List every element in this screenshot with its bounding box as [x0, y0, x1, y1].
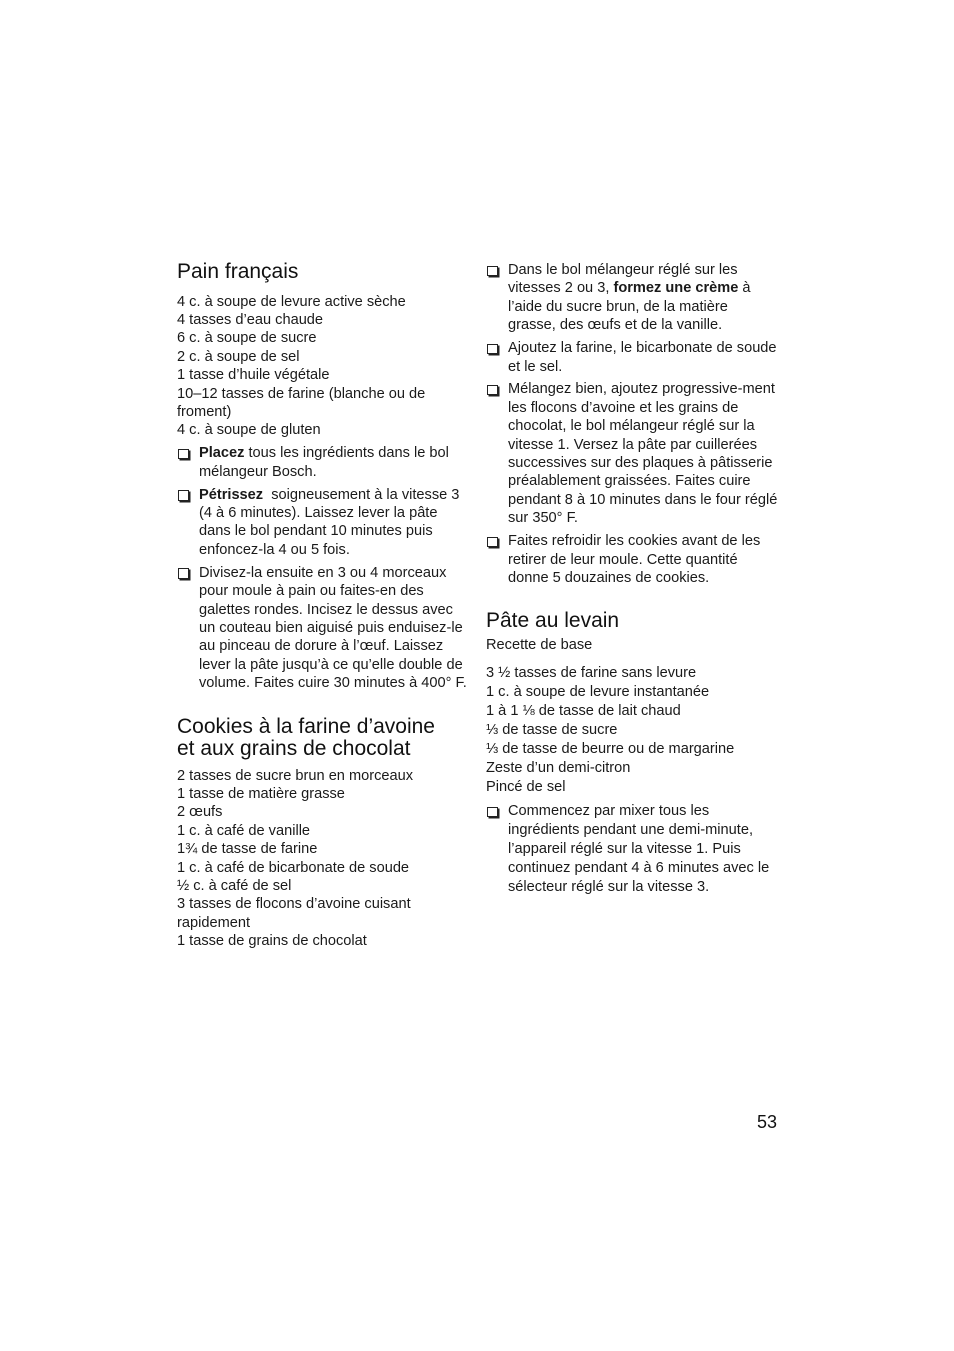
cookies-ingredients [177, 767, 469, 951]
checkbox-icon [487, 266, 498, 277]
ingredient: 2 œufs [177, 804, 223, 821]
ingredient: ⅓ de tasse de beurre ou de margarine [486, 741, 735, 758]
ingredient: 1 c. à soupe de levure instantanée [486, 684, 710, 701]
step-text-pre: Dans le bol mélangeur réglé sur les vitesses 2 ou 3, [508, 262, 738, 297]
levain-steps [486, 802, 778, 897]
list-item [486, 380, 778, 527]
cookies-title [177, 716, 469, 761]
levain-title: Pâte au levain [486, 609, 620, 633]
checkbox-icon [178, 449, 189, 460]
ingredient: 1 à 1 ⅛ de tasse de lait chaud [486, 703, 681, 720]
step-text: Ajoutez la farine, le bicarbonate de soude et le sel. [508, 340, 777, 375]
right-column [486, 261, 778, 897]
list-item [486, 532, 778, 587]
ingredient: 4 c. à soupe de levure active sèche [177, 293, 406, 310]
cookies-title-line1: Cookies à la farine d’avoine [177, 714, 435, 738]
step-keyword: Pétrissez [199, 486, 264, 503]
left-column [177, 261, 469, 951]
levain-subtitle: Recette de base [486, 636, 593, 653]
list-item [486, 339, 778, 376]
ingredient: 3 ½ tasses de farine sans levure [486, 665, 697, 682]
ingredient: ⅓ de tasse de sucre [486, 722, 618, 739]
ingredient: ½ c. à café de sel [177, 877, 292, 894]
step-text: Mélangez bien, ajoutez progressive-ment les flocons d’avoine et les grains de chocolat, le bol mélangeur réglé sur la vitesse 1. Versez la pâte par cuillerées successives sur des plaques à pâtisserie préalablement graissées. Faites cuire pendant 8 à 10 minutes dans le four réglé sur 350° F. [508, 381, 778, 527]
ingredient: 1 tasse de matière grasse [177, 785, 345, 802]
ingredient: 6 c. à soupe de sucre [177, 330, 317, 347]
list-item [177, 486, 469, 560]
step-text: soigneusement à la vitesse 3 (4 à 6 minutes). Laissez lever la pâte dans le bol pendant 10 minutes puis enfoncez-la 4 ou 5 fois. [199, 486, 464, 558]
ingredient: 2 c. à soupe de sel [177, 348, 300, 365]
pain-francais-steps [177, 444, 469, 692]
checkbox-icon [178, 568, 189, 579]
page-number: 53 [756, 1112, 777, 1132]
step-text: tous les ingrédients dans le bol mélangeur Bosch. [199, 445, 449, 480]
ingredient: Pincé de sel [486, 779, 566, 796]
step-text: Commencez par mixer tous les ingrédients pendant une demi-minute, l’appareil réglé sur la vitesse 1. Puis continuez pendant 4 à 6 minutes avec le sélecteur réglé sur la vitesse 3. [508, 803, 770, 896]
ingredient: 1 c. à café de bicarbonate de soude [177, 859, 410, 876]
ingredient: 1¾ de tasse de farine [177, 841, 318, 858]
cookies-title-line2: et aux grains de chocolat [177, 737, 411, 761]
cookies-steps [486, 261, 778, 587]
step-keyword: formez une crème [613, 280, 739, 297]
ingredient: 2 tasses de sucre brun en morceaux [177, 767, 414, 784]
step-keyword: Placez [199, 445, 245, 462]
list-item [177, 444, 469, 481]
pain-francais-ingredients [177, 293, 469, 440]
list-item [486, 261, 778, 335]
checkbox-icon [487, 537, 498, 548]
ingredient: 1 c. à café de vanille [177, 822, 311, 839]
list-item [177, 564, 469, 693]
checkbox-icon [487, 344, 498, 355]
checkbox-icon [487, 807, 498, 818]
checkbox-icon [178, 490, 189, 501]
levain-ingredients [486, 664, 778, 797]
step-text: Faites refroidir les cookies avant de les retirer de leur moule. Cette quantité donne 5 douzaines de cookies. [508, 533, 761, 586]
ingredient: 1 tasse d’huile végétale [177, 367, 330, 384]
step-text: à l’aide du sucre brun, de la matière grasse, des œufs et de la vanille. [508, 280, 751, 334]
ingredient: 1 tasse de grains de chocolat [177, 933, 367, 950]
ingredient: 4 c. à soupe de gluten [177, 422, 321, 439]
ingredient: 4 tasses d’eau chaude [177, 311, 324, 328]
pain-francais-title: Pain français [177, 260, 299, 283]
ingredient: 10–12 tasses de farine (blanche ou de froment) [177, 385, 426, 420]
checkbox-icon [487, 385, 498, 396]
list-item [486, 802, 778, 897]
step-text: Divisez-la ensuite en 3 ou 4 morceaux pour moule à pain ou faites-en des galettes rondes. Incisez le dessus avec un couteau bien aiguisé puis enduisez-le au pinceau de dorure à l’œuf. Laissez lever la pâte jusqu’à ce qu’elle double de volume. Faites cuire 30 minutes à 400° F. [199, 564, 467, 692]
ingredient: 3 tasses de flocons d’avoine cuisant rapidement [177, 896, 411, 931]
ingredient: Zeste d’un demi-citron [486, 760, 631, 777]
